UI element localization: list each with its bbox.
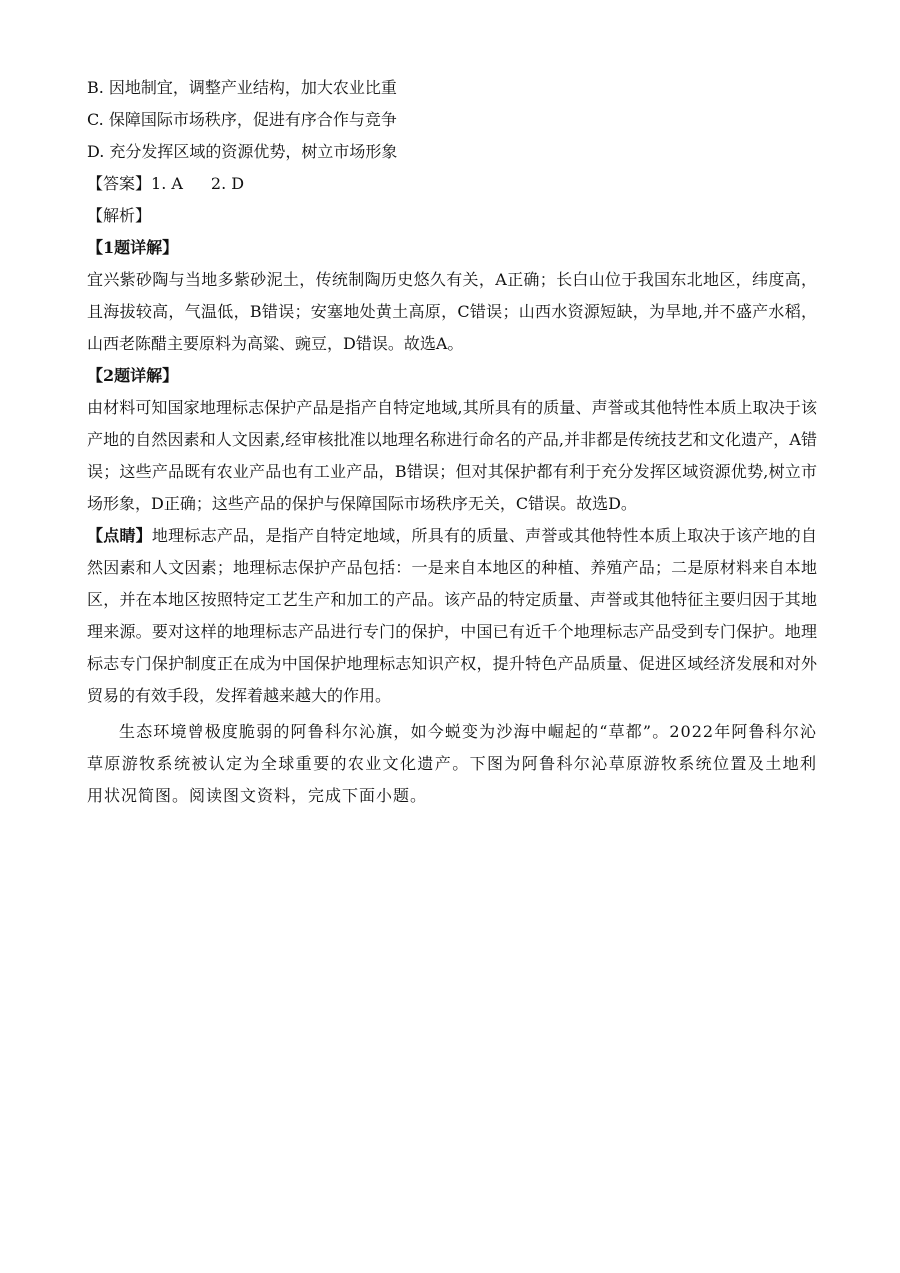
- option-b: B. 因地制宜，调整产业结构，加大农业比重: [87, 78, 397, 97]
- option-d: D. 充分发挥区域的资源优势，树立市场形象: [87, 142, 398, 161]
- answer-line: [87, 168, 817, 200]
- q2-explanation: 由材料可知国家地理标志保护产品是指产自特定地域,其所具有的质量、声誉或其他特性本质上取决于该产地的自然因素和人文因素,经审核批准以地理名称进行命名的产品,并非都是传统技艺和文化遗产，A错误；这些产品既有农业产品也有工业产品，B错误；但对其保护都有利于充分发挥区域资源优势,树立市场形象，D正确；这些产品的保护与保障国际市场秩序无关，C错误。故选D。: [87, 398, 817, 513]
- q1-heading: 【1题详解】: [87, 238, 179, 257]
- analysis-label: 【解析】: [87, 206, 152, 225]
- note-paragraph: [87, 520, 817, 712]
- q1-explanation: 宜兴紫砂陶与当地多紫砂泥土，传统制陶历史悠久有关，A正确；长白山位于我国东北地区，纬度高，且海拔较高，气温低，B错误；安塞地处黄土高原，C错误；山西水资源短缺，为旱地,并不盛产水稻，山西老陈醋主要原料为高粱、豌豆，D错误。故选A。: [87, 270, 817, 353]
- option-c: C. 保障国际市场秩序，促进有序合作与竞争: [87, 110, 397, 129]
- note-label: 【点睛】: [87, 526, 152, 545]
- answer-2: 2. D: [210, 174, 245, 193]
- q2-heading: 【2题详解】: [87, 366, 179, 385]
- document-body: [87, 72, 817, 812]
- answer-label: 【答案】: [87, 174, 152, 193]
- intro-paragraph: 生态环境曾极度脆弱的阿鲁科尔沁旗，如今蜕变为沙海中崛起的“草都”。2022年阿鲁科尔沁草原游牧系统被认定为全球重要的农业文化遗产。下图为阿鲁科尔沁草原游牧系统位置及土地利用状况简图。阅读图文资料，完成下面小题。: [87, 722, 817, 805]
- note-text: 地理标志产品，是指产自特定地域，所具有的质量、声誉或其他特性本质上取决于该产地的自然因素和人文因素；地理标志保护产品包括：一是来自本地区的种植、养殖产品；二是原材料来自本地区，并在本地区按照特定工艺生产和加工的产品。该产品的特定质量、声誉或其他特征主要归因于其地理来源。要对这样的地理标志产品进行专门的保护，中国已有近千个地理标志产品受到专门保护。地理标志专门保护制度正在成为中国保护地理标志知识产权，提升特色产品质量、促进区域经济发展和对外贸易的有效手段，发挥着越来越大的作用。: [87, 526, 817, 705]
- answer-1: 1. A: [151, 174, 183, 193]
